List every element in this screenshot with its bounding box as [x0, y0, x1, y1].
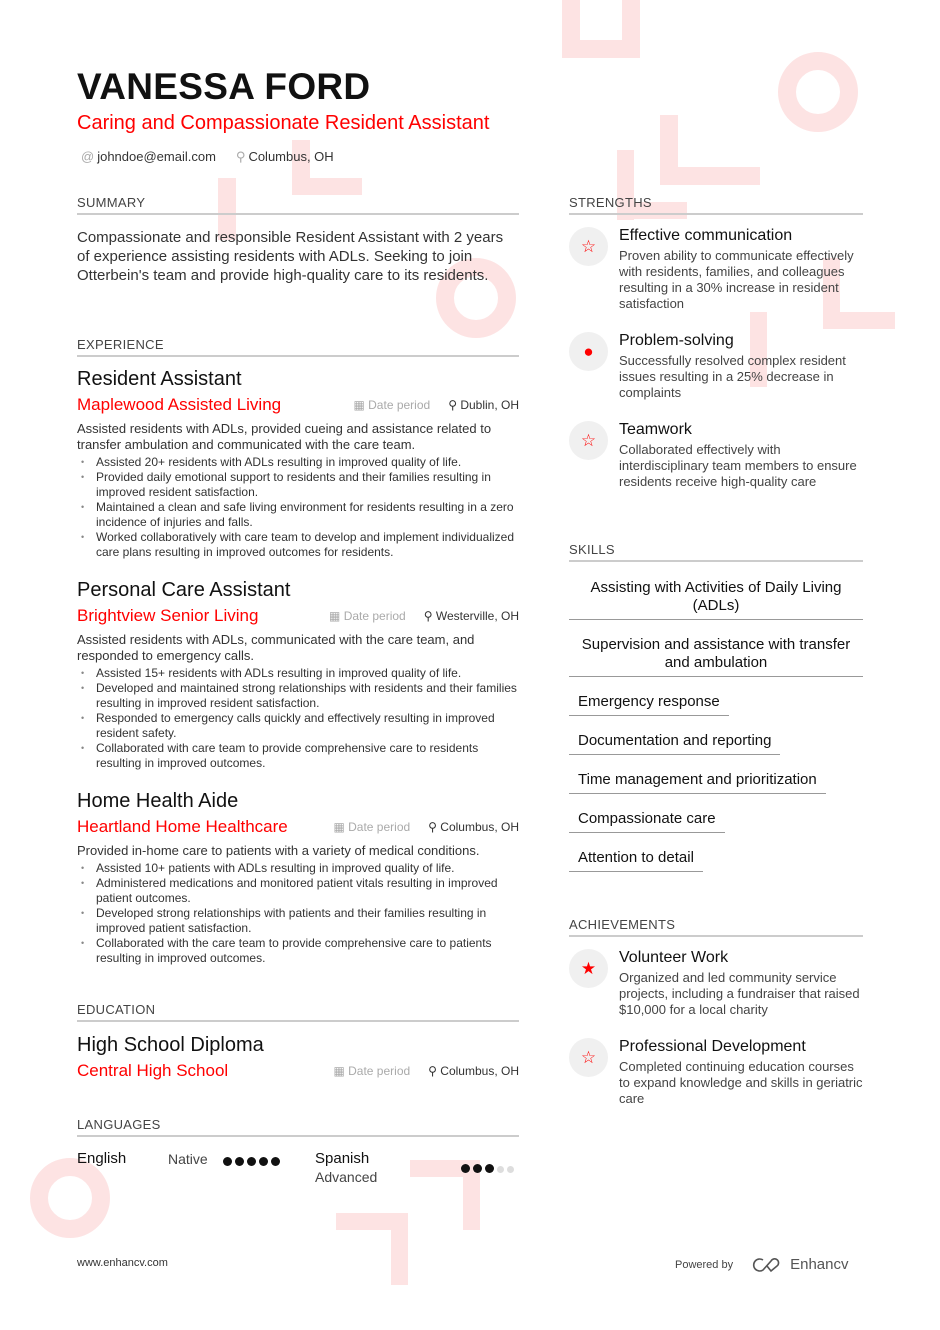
date: Date period	[368, 398, 431, 412]
decor-shape	[823, 312, 895, 329]
job-bullet: • Worked collaboratively with care team to develop and implement individualized care plans resulting in improved outcomes for residents.	[77, 530, 519, 560]
decor-shape	[562, 40, 640, 58]
skill-tag: Attention to detail	[569, 849, 703, 872]
achievements-title: Professional Development	[619, 1038, 806, 1055]
skill-tag: Time management and prioritization	[569, 771, 826, 794]
footer-website[interactable]: www.enhancv.com	[77, 1257, 168, 1269]
star-outline-icon: ☆	[569, 421, 608, 460]
candidate-title: Caring and Compassionate Resident Assistant	[77, 112, 490, 134]
section-strengths-heading: STRENGTHS	[569, 195, 863, 215]
language-level: Advanced	[315, 1169, 378, 1185]
location: Dublin, OH	[460, 398, 519, 412]
company-name: Maplewood Assisted Living	[77, 395, 282, 414]
strengths-title: Effective communication	[619, 227, 793, 244]
language-rating	[461, 1160, 517, 1177]
language-name: English	[77, 1150, 127, 1167]
job-bullet: • Developed and maintained strong relationships with residents and their families resulting in improved resident satisfaction.	[77, 681, 519, 711]
star-outline-icon: ☆	[569, 1038, 608, 1077]
strengths-title: Problem-solving	[619, 332, 734, 349]
candidate-name: VANESSA FORD	[77, 66, 371, 107]
contact-info	[81, 149, 334, 165]
skill-tag: Compassionate care	[569, 810, 725, 833]
job-description: Provided in-home care to patients with a variety of medical conditions.	[77, 843, 480, 858]
rating-dot	[235, 1157, 244, 1166]
calendar-icon: ▦	[333, 1064, 349, 1078]
job-bullet: • Administered medications and monitored patient vitals resulting in improved patient outcomes.	[77, 876, 519, 906]
rating-dot	[461, 1164, 470, 1173]
rating-dot	[507, 1166, 514, 1173]
language-name: Spanish	[315, 1150, 370, 1167]
language-rating	[223, 1153, 283, 1170]
job-bullet: • Assisted 20+ residents with ADLs resulting in improved quality of life.	[77, 455, 519, 470]
at-icon: @	[81, 149, 95, 164]
job-bullet: • Provided daily emotional support to residents and their families resulting in improved resident satisfaction.	[77, 470, 519, 500]
job-description: Assisted residents with ADLs, provided cueing and assistance related to transfer ambulation and communicated with the care team.	[77, 421, 492, 452]
achievements-text: Organized and led community service projects, including a fundraiser that raised $10,000 for a local charity	[619, 970, 860, 1017]
company-name: Heartland Home Healthcare	[77, 817, 288, 836]
rating-dot	[497, 1166, 504, 1173]
strengths-item	[569, 227, 869, 312]
rating-dot	[223, 1157, 232, 1166]
decor-shape	[660, 167, 760, 185]
experience-entry	[77, 790, 519, 966]
location	[236, 149, 334, 165]
email[interactable]	[81, 149, 216, 165]
school: Central High School	[77, 1061, 229, 1080]
location: Columbus, OH	[440, 1064, 519, 1078]
skill-tag: Supervision and assistance with transfer and ambulation	[569, 636, 863, 677]
date: Date period	[348, 820, 411, 834]
decor-ring	[778, 52, 858, 132]
email-text: johndoe@email.com	[97, 149, 216, 164]
achievements-item	[569, 949, 869, 1018]
job-description: Assisted residents with ADLs, communicated with the care team, and responded to emergency calls.	[77, 632, 475, 663]
calendar-icon: ▦	[353, 398, 369, 412]
strengths-title: Teamwork	[619, 421, 692, 438]
location: Westerville, OH	[435, 609, 519, 623]
section-achievements-heading: ACHIEVEMENTS	[569, 917, 863, 937]
star-filled-icon: ★	[569, 949, 608, 988]
education-entry	[77, 1034, 519, 1081]
experience-entry	[77, 579, 519, 771]
job-bullet: • Responded to emergency calls quickly and effectively resulting in improved resident safety.	[77, 711, 519, 741]
strengths-item	[569, 332, 869, 401]
date: Date period	[348, 1064, 411, 1078]
job-bullet: • Collaborated with care team to provide comprehensive care to residents resulting in improved outcomes.	[77, 741, 519, 771]
location-pin-icon: ⚲	[448, 398, 461, 412]
summary-text: Compassionate and responsible Resident Assistant with 2 years of experience assisting residents with ADLs. Seeking to join Otterbein's team and provide high-quality care to its residents.	[77, 229, 504, 284]
rating-dot	[271, 1157, 280, 1166]
location-pin-icon: ⚲	[423, 609, 436, 623]
degree: High School Diploma	[77, 1034, 264, 1056]
achievements-item	[569, 1038, 869, 1107]
skill-tag: Emergency response	[569, 693, 729, 716]
job-bullet: • Maintained a clean and safe living environment for residents resulting in a zero incidence of injuries and falls.	[77, 500, 519, 530]
location: Columbus, OH	[440, 820, 519, 834]
achievements-text: Completed continuing education courses to expand knowledge and skills in geriatric care	[619, 1059, 863, 1106]
job-role: Resident Assistant	[77, 368, 242, 390]
skill-tag: Assisting with Activities of Daily Living (ADLs)	[569, 579, 863, 620]
strengths-text: Collaborated effectively with interdisciplinary team members to ensure residents receive high-quality care	[619, 442, 857, 489]
job-bullet: • Assisted 10+ patients with ADLs resulting in improved quality of life.	[77, 861, 519, 876]
section-summary-heading: SUMMARY	[77, 195, 519, 215]
section-languages-heading: LANGUAGES	[77, 1117, 519, 1137]
rating-dot	[259, 1157, 268, 1166]
brand-name: Enhancv	[790, 1256, 849, 1273]
section-education-heading: EDUCATION	[77, 1002, 519, 1022]
strengths-text: Proven ability to communicate effectively with residents, families, and colleagues resulting in a 30% increase in resident satisfaction	[619, 248, 854, 311]
location-pin-icon: ⚲	[428, 820, 441, 834]
strengths-text: Successfully resolved complex resident issues resulting in a 25% decrease in complaints	[619, 353, 846, 400]
location-text: Columbus, OH	[248, 149, 334, 164]
experience-entry	[77, 368, 519, 560]
job-role: Home Health Aide	[77, 790, 239, 812]
decor-shape	[292, 178, 362, 195]
location-pin-icon: ⚲	[235, 149, 246, 164]
skill-tag: Documentation and reporting	[569, 732, 780, 755]
rating-dot	[247, 1157, 256, 1166]
job-bullet: • Assisted 15+ residents with ADLs resulting in improved quality of life.	[77, 666, 519, 681]
star-outline-icon: ☆	[569, 227, 608, 266]
brain-head-icon: ●	[569, 332, 608, 371]
section-experience-heading: EXPERIENCE	[77, 337, 519, 357]
rating-dot	[485, 1164, 494, 1173]
location-pin-icon: ⚲	[428, 1064, 441, 1078]
powered-by-text: Powered by	[675, 1258, 734, 1271]
company-name: Brightview Senior Living	[77, 606, 259, 625]
powered-by	[675, 1256, 848, 1273]
calendar-icon: ▦	[329, 609, 344, 623]
decor-shape	[391, 1213, 408, 1285]
rating-dot	[473, 1164, 482, 1173]
date: Date period	[343, 609, 406, 623]
job-role: Personal Care Assistant	[77, 579, 291, 601]
section-skills-heading: SKILLS	[569, 542, 863, 562]
enhancv-logo-icon	[751, 1257, 783, 1273]
decor-ring	[30, 1158, 110, 1238]
job-bullet: • Collaborated with the care team to provide comprehensive care to patients resulting in improved outcomes.	[77, 936, 519, 966]
achievements-title: Volunteer Work	[619, 949, 729, 966]
job-bullet: • Developed strong relationships with patients and their families resulting in improved patient satisfaction.	[77, 906, 519, 936]
calendar-icon: ▦	[333, 820, 349, 834]
strengths-item	[569, 421, 869, 490]
language-level: Native	[168, 1151, 208, 1167]
